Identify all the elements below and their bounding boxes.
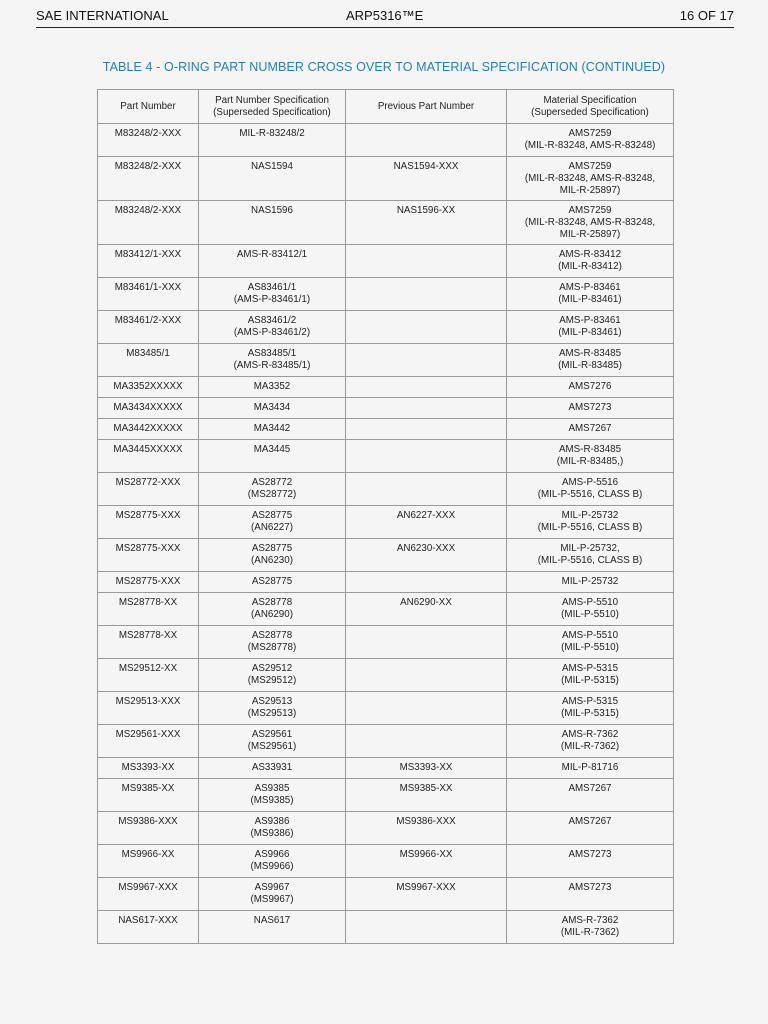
table-row (98, 473, 674, 506)
cell-line: (MIL-R-7362) (560, 927, 620, 938)
table-header-row (98, 90, 674, 124)
cell-line: MA3352 (253, 381, 291, 392)
cell-line: M83461/2-XXX (114, 315, 182, 326)
cell-line: AMS-P-5315 (561, 696, 619, 707)
cell-previous-part-number (346, 506, 507, 539)
cell-line: AMS-P-83461 (559, 315, 621, 326)
cell-part-number (98, 845, 199, 878)
cell-line: MS28778-XX (118, 630, 178, 641)
cell-material-spec (507, 572, 674, 593)
cell-line: (MS28778) (247, 642, 297, 653)
cell-line: Part Number Specification (215, 94, 329, 106)
cell-previous-part-number (346, 812, 507, 845)
cell-part-number (98, 124, 199, 157)
cell-line: (Superseded Specification) (213, 106, 331, 118)
cell-previous-part-number (346, 344, 507, 377)
table-row (98, 311, 674, 344)
cell-line: NAS1596 (251, 205, 293, 216)
cell-line: AS28775 (251, 510, 293, 521)
cell-line: AMS7273 (568, 882, 612, 893)
cell-line: AS83485/1 (247, 348, 297, 359)
cell-material-spec (507, 201, 674, 245)
cell-line: AMS7259 (568, 128, 612, 139)
cell-previous-part-number (346, 659, 507, 692)
column-header-material-spec (507, 90, 674, 124)
cell-part-number (98, 344, 199, 377)
cell-line: AMS-P-83461 (559, 282, 621, 293)
column-header-previous-part-number (346, 90, 507, 124)
cell-line: NAS617 (253, 915, 291, 926)
cell-line: AMS7273 (568, 402, 612, 413)
table-row (98, 245, 674, 278)
cell-material-spec (507, 779, 674, 812)
cell-part-number-spec (199, 725, 346, 758)
cell-part-number (98, 758, 199, 779)
cell-line: (AMS-R-83485/1) (233, 360, 311, 371)
cell-line: MIL-R-25897) (559, 185, 621, 196)
table-row (98, 344, 674, 377)
table-row (98, 659, 674, 692)
cell-line: MS9385-XX (121, 783, 175, 794)
cell-line: AMS-R-83412 (558, 249, 622, 260)
table-row (98, 878, 674, 911)
table-row (98, 201, 674, 245)
cell-line: AS28775 (251, 543, 293, 554)
cell-line: (MS9386) (250, 828, 294, 839)
cell-part-number-spec (199, 779, 346, 812)
cell-material-spec (507, 725, 674, 758)
table-row (98, 572, 674, 593)
cell-line: MS28772-XXX (115, 477, 181, 488)
cell-part-number-spec (199, 692, 346, 725)
cell-part-number-spec (199, 419, 346, 440)
cell-line: AS28778 (251, 630, 293, 641)
cell-part-number (98, 278, 199, 311)
cell-material-spec (507, 539, 674, 572)
cell-material-spec (507, 758, 674, 779)
cell-material-spec (507, 278, 674, 311)
cell-line: (MS9385) (250, 795, 294, 806)
cell-part-number (98, 506, 199, 539)
cell-previous-part-number (346, 692, 507, 725)
cell-previous-part-number (346, 311, 507, 344)
cell-part-number (98, 725, 199, 758)
cell-line: (MIL-R-83485) (558, 360, 622, 371)
cell-line: MS29513-XXX (115, 696, 181, 707)
cell-line: MS9966-XX (399, 849, 453, 860)
cell-material-spec (507, 659, 674, 692)
cell-line: Material Specification (543, 94, 637, 106)
cell-line: MS29561-XXX (115, 729, 181, 740)
cell-line: (MIL-P-5516, CLASS B) (537, 555, 643, 566)
cell-line: (MIL-R-83248, AMS-R-83248, (524, 173, 656, 184)
cell-line: AMS-P-5510 (561, 597, 619, 608)
cell-part-number (98, 593, 199, 626)
cell-material-spec (507, 398, 674, 419)
cell-line: (AMS-P-83461/1) (233, 294, 311, 305)
cell-line: (AN6230) (251, 555, 293, 566)
cell-part-number-spec (199, 911, 346, 944)
cell-part-number (98, 878, 199, 911)
cell-line: (MS29513) (247, 708, 297, 719)
cell-part-number-spec (199, 593, 346, 626)
cell-line: MS3393-XX (399, 762, 453, 773)
cell-previous-part-number (346, 201, 507, 245)
cell-previous-part-number (346, 758, 507, 779)
cell-previous-part-number (346, 473, 507, 506)
cell-line: (MIL-P-83461) (558, 327, 622, 338)
cell-previous-part-number (346, 157, 507, 201)
cell-previous-part-number (346, 779, 507, 812)
cell-line: MA3445 (253, 444, 291, 455)
cell-part-number-spec (199, 626, 346, 659)
cell-part-number (98, 539, 199, 572)
cell-line: NAS1594-XXX (393, 161, 459, 172)
cell-line: MS28778-XX (118, 597, 178, 608)
table-row (98, 779, 674, 812)
cell-line: NAS617-XXX (118, 915, 178, 926)
cell-line: AS28772 (251, 477, 293, 488)
table-row (98, 758, 674, 779)
cell-material-spec (507, 878, 674, 911)
cell-line: MS9967-XXX (396, 882, 456, 893)
cell-part-number-spec (199, 278, 346, 311)
cell-line: MS9386-XXX (118, 816, 178, 827)
cell-line: NAS1596-XX (396, 205, 456, 216)
cell-line: (MIL-P-83461) (558, 294, 622, 305)
cell-line: MA3442XXXXX (113, 423, 183, 434)
cell-material-spec (507, 626, 674, 659)
cell-line: (MIL-P-5315) (561, 675, 619, 686)
cell-line: (MIL-R-83485,) (556, 456, 624, 467)
cell-part-number (98, 911, 199, 944)
cell-line: AS83461/2 (247, 315, 297, 326)
cell-line: AMS-P-5315 (561, 663, 619, 674)
cell-line: AMS-P-5510 (561, 630, 619, 641)
cell-line: (MIL-R-83412) (558, 261, 622, 272)
cell-part-number (98, 419, 199, 440)
cell-line: MA3442 (253, 423, 291, 434)
cell-line: (MIL-P-5510) (561, 609, 619, 620)
header-rule (36, 27, 734, 28)
table-title: TABLE 4 - O-RING PART NUMBER CROSS OVER TO MATERIAL SPECIFICATION (CONTINUED) (102, 60, 666, 74)
cell-line: (MIL-R-83248, AMS-R-83248) (524, 140, 656, 151)
page-number: 16 OF 17 (679, 8, 734, 23)
cell-line: MIL-R-83248/2 (239, 128, 305, 139)
cell-part-number-spec (199, 473, 346, 506)
cell-part-number (98, 157, 199, 201)
cell-line: (AN6290) (251, 609, 293, 620)
table-row (98, 626, 674, 659)
cell-part-number-spec (199, 124, 346, 157)
cell-line: AMS-R-83412/1 (236, 249, 308, 260)
cell-part-number-spec (199, 758, 346, 779)
cell-line: M83248/2-XXX (114, 128, 182, 139)
cell-line: M83248/2-XXX (114, 205, 182, 216)
cell-part-number-spec (199, 845, 346, 878)
cell-part-number-spec (199, 344, 346, 377)
cell-line: MIL-R-25897) (559, 229, 621, 240)
cell-material-spec (507, 124, 674, 157)
cell-previous-part-number (346, 539, 507, 572)
cell-line: AS28775 (251, 576, 293, 587)
cell-material-spec (507, 311, 674, 344)
table-row (98, 124, 674, 157)
cell-line: (AN6227) (251, 522, 293, 533)
cell-part-number (98, 779, 199, 812)
cell-line: AMS-R-83485 (558, 444, 622, 455)
cell-material-spec (507, 440, 674, 473)
publisher-name: SAE INTERNATIONAL (36, 8, 169, 23)
cell-line: AS9386 (254, 816, 290, 827)
cell-line: AS9966 (254, 849, 290, 860)
cell-line: AMS7273 (568, 849, 612, 860)
cell-line: AN6230-XXX (396, 543, 456, 554)
cell-line: MS28775-XXX (115, 510, 181, 521)
cell-part-number-spec (199, 245, 346, 278)
cell-line: AS28778 (251, 597, 293, 608)
cell-part-number-spec (199, 157, 346, 201)
cell-line: (MIL-P-5516, CLASS B) (537, 489, 643, 500)
cell-line: (MIL-P-5315) (561, 708, 619, 719)
cell-line: MS28775-XXX (115, 576, 181, 587)
cell-part-number-spec (199, 812, 346, 845)
cell-part-number (98, 245, 199, 278)
cell-line: AS29561 (251, 729, 293, 740)
cell-line: NAS1594 (251, 161, 293, 172)
cell-line: AN6290-XX (400, 597, 452, 608)
cell-line: AMS-P-5516 (561, 477, 619, 488)
cell-line: MIL-P-81716 (561, 762, 619, 773)
cell-line: AMS7267 (568, 783, 612, 794)
cell-line: MS28775-XXX (115, 543, 181, 554)
cell-material-spec (507, 593, 674, 626)
cell-previous-part-number (346, 398, 507, 419)
table-row (98, 812, 674, 845)
cell-line: AMS7276 (568, 381, 612, 392)
table-row (98, 911, 674, 944)
cell-part-number-spec (199, 377, 346, 398)
cell-material-spec (507, 812, 674, 845)
cell-part-number (98, 473, 199, 506)
cell-line: AMS7267 (568, 423, 612, 434)
cell-line: AS9967 (254, 882, 290, 893)
table-row (98, 398, 674, 419)
cell-material-spec (507, 157, 674, 201)
cell-previous-part-number (346, 911, 507, 944)
cell-previous-part-number (346, 572, 507, 593)
table-row (98, 440, 674, 473)
cell-line: AS9385 (254, 783, 290, 794)
cell-part-number-spec (199, 440, 346, 473)
table-row (98, 157, 674, 201)
cell-line: AMS7259 (568, 205, 612, 216)
cell-line: MS9386-XXX (396, 816, 456, 827)
cell-part-number-spec (199, 506, 346, 539)
cell-line: AMS-R-83485 (558, 348, 622, 359)
cell-material-spec (507, 344, 674, 377)
column-header-part-number-spec (199, 90, 346, 124)
table-row (98, 593, 674, 626)
document-number: ARP5316™E (346, 8, 424, 23)
cell-material-spec (507, 692, 674, 725)
cell-line: MS3393-XX (121, 762, 175, 773)
table-row (98, 278, 674, 311)
cell-previous-part-number (346, 278, 507, 311)
cell-line: MIL-P-25732 (561, 576, 619, 587)
cell-line: AMS7267 (568, 816, 612, 827)
table-row (98, 419, 674, 440)
cell-line: AS33931 (251, 762, 293, 773)
cell-part-number (98, 812, 199, 845)
cell-part-number (98, 626, 199, 659)
cell-part-number-spec (199, 398, 346, 419)
cell-line: MA3445XXXXX (113, 444, 183, 455)
cell-part-number (98, 201, 199, 245)
cell-material-spec (507, 245, 674, 278)
cell-line: MS9385-XX (399, 783, 453, 794)
cell-line: AMS7259 (568, 161, 612, 172)
cell-part-number (98, 398, 199, 419)
cell-line: (MS28772) (247, 489, 297, 500)
cell-previous-part-number (346, 878, 507, 911)
cell-line: MA3352XXXXX (113, 381, 183, 392)
cell-line: (MS9966) (250, 861, 294, 872)
cell-line: AS29513 (251, 696, 293, 707)
cell-line: (MS9967) (250, 894, 294, 905)
cell-line: MIL-P-25732 (561, 510, 619, 521)
cell-line: Previous Part Number (377, 100, 475, 112)
cross-over-table (97, 89, 674, 944)
cell-line: (MS29512) (247, 675, 297, 686)
cell-line: MA3434XXXXX (113, 402, 183, 413)
cell-line: M83461/1-XXX (114, 282, 182, 293)
table-body (98, 124, 674, 944)
cell-line: AN6227-XXX (396, 510, 456, 521)
cell-part-number (98, 377, 199, 398)
table-row (98, 725, 674, 758)
cell-line: AS29512 (251, 663, 293, 674)
cell-part-number-spec (199, 539, 346, 572)
cell-line: M83485/1 (126, 348, 170, 359)
cell-previous-part-number (346, 626, 507, 659)
cell-material-spec (507, 377, 674, 398)
cell-material-spec (507, 506, 674, 539)
cell-line: M83248/2-XXX (114, 161, 182, 172)
cell-line: MS9966-XX (121, 849, 175, 860)
cell-material-spec (507, 845, 674, 878)
cell-line: (MIL-R-7362) (560, 741, 620, 752)
table-row (98, 692, 674, 725)
cell-part-number-spec (199, 572, 346, 593)
cell-line: MS29512-XX (118, 663, 178, 674)
cell-previous-part-number (346, 377, 507, 398)
page-header (36, 8, 734, 26)
cell-previous-part-number (346, 245, 507, 278)
table-row (98, 506, 674, 539)
cell-part-number-spec (199, 878, 346, 911)
cell-line: M83412/1-XXX (114, 249, 182, 260)
cell-line: MA3434 (253, 402, 291, 413)
cell-previous-part-number (346, 725, 507, 758)
cell-material-spec (507, 473, 674, 506)
cell-line: AS83461/1 (247, 282, 297, 293)
cell-part-number (98, 311, 199, 344)
cell-previous-part-number (346, 593, 507, 626)
table-row (98, 539, 674, 572)
cell-part-number-spec (199, 659, 346, 692)
cell-part-number (98, 440, 199, 473)
cell-line: MS9967-XXX (118, 882, 178, 893)
cell-previous-part-number (346, 845, 507, 878)
cell-line: AMS-R-7362 (561, 729, 619, 740)
cell-line: MIL-P-25732, (560, 543, 620, 554)
cell-line: (MIL-P-5516, CLASS B) (537, 522, 643, 533)
cell-previous-part-number (346, 124, 507, 157)
cell-part-number-spec (199, 311, 346, 344)
cell-previous-part-number (346, 419, 507, 440)
cell-line: (MS29561) (247, 741, 297, 752)
cell-line: AMS-R-7362 (561, 915, 619, 926)
cell-line: (MIL-P-5510) (561, 642, 619, 653)
cell-previous-part-number (346, 440, 507, 473)
cell-part-number (98, 659, 199, 692)
cell-line: (AMS-P-83461/2) (233, 327, 311, 338)
table-row (98, 377, 674, 398)
column-header-part-number (98, 90, 199, 124)
table-row (98, 845, 674, 878)
cell-line: (Superseded Specification) (531, 106, 649, 118)
cell-part-number (98, 572, 199, 593)
cell-line: Part Number (120, 100, 176, 112)
cell-line: (MIL-R-83248, AMS-R-83248, (524, 217, 656, 228)
cell-part-number (98, 692, 199, 725)
cell-part-number-spec (199, 201, 346, 245)
cell-material-spec (507, 419, 674, 440)
cell-material-spec (507, 911, 674, 944)
